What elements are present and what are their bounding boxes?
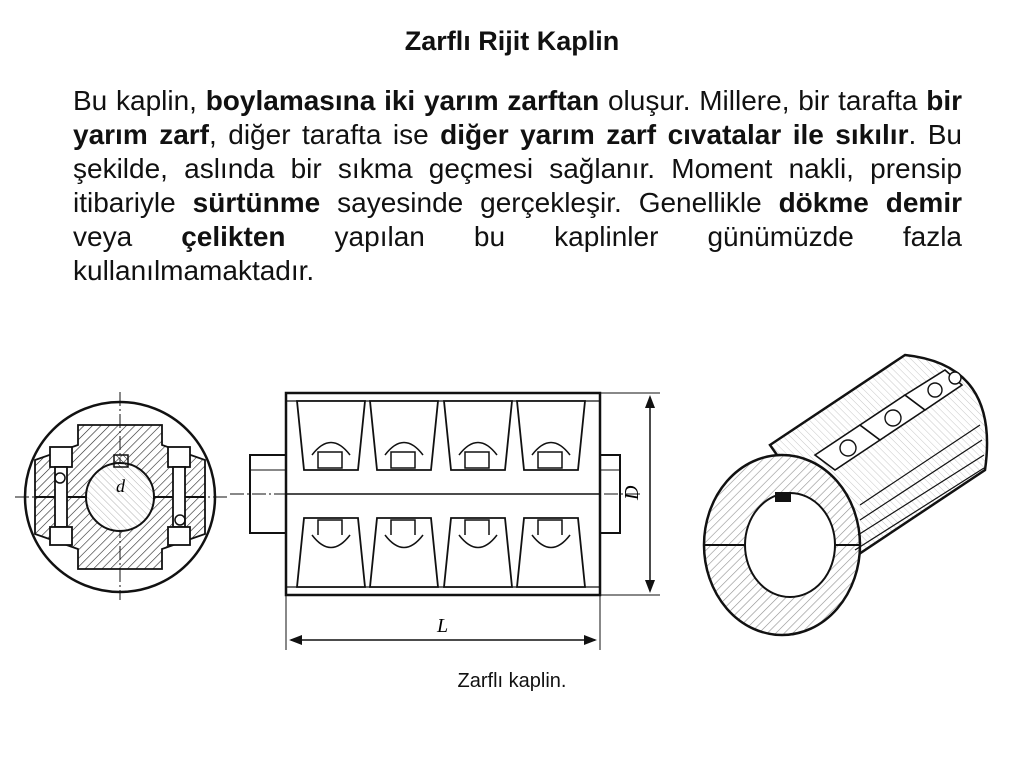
para-segment: , diğer tarafta ise [209,119,441,150]
figure-caption: Zarflı kaplin. [457,670,567,692]
para-segment: yapılan bu kaplinler günümüzde fazla kullanılmamaktadır. [73,221,962,286]
para-segment: . Bu şekilde, aslında bir sıkma geçmesi sağlanır. Moment nakli, prensip itibariyle [73,119,962,218]
para-segment: Bu kaplin, [73,85,206,116]
para-segment: sayesinde gerçekleşir. Genellikle [320,187,779,218]
para-segment-bold: bir yarım zarf [73,85,963,150]
perspective-view [704,355,987,635]
para-segment-bold: dökme demir [778,187,963,218]
coupling-illustration [0,340,1024,700]
length-label: L [437,615,449,637]
para-segment-bold: diğer yarım zarf cıvatalar ile sıkılır [440,119,909,150]
slide-title: Zarflı Rijit Kaplin [404,26,620,56]
body-paragraph [73,84,962,288]
side-view [230,393,660,650]
para-segment: oluşur. Millere, bir tarafta [599,85,927,116]
outer-diameter-label: D [621,485,643,500]
cross-section-view [15,392,230,600]
para-segment-bold: çelikten [181,221,286,252]
para-segment-bold: boylamasına iki yarım zarftan [205,85,600,116]
para-segment-bold: sürtünme [192,187,321,218]
para-segment: veya [73,221,182,252]
shaft-diameter-label: d [116,476,125,496]
